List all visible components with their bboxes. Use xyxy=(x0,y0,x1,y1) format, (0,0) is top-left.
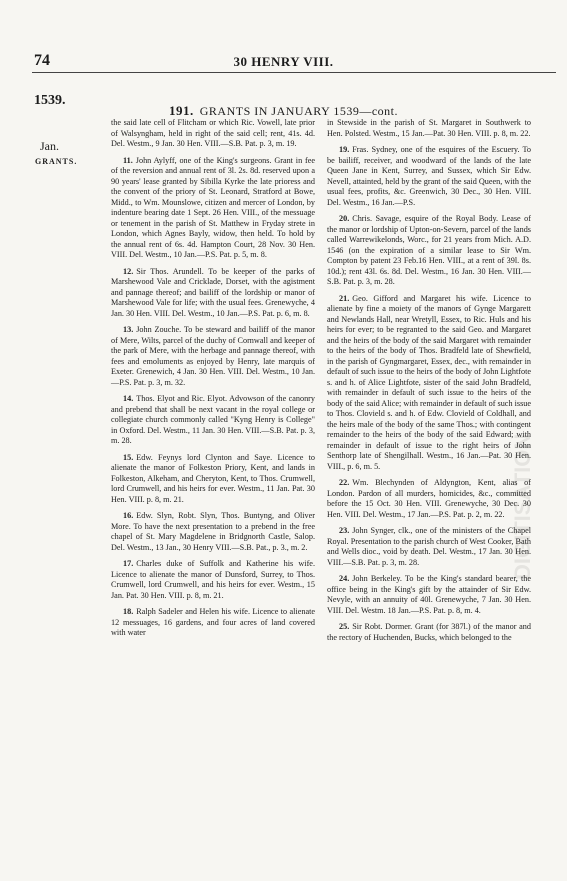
entry-number: 20. xyxy=(339,214,350,223)
entry-number: 18. xyxy=(123,607,134,616)
grant-entry xyxy=(327,526,531,568)
section-number: 191. xyxy=(169,103,194,118)
entry-number: 11. xyxy=(123,155,133,165)
grant-entry xyxy=(111,156,315,261)
grant-entry xyxy=(111,325,315,388)
right-column xyxy=(327,118,531,649)
watermark-text: DIGITISATION xyxy=(510,433,535,580)
grant-entry xyxy=(327,145,531,208)
running-head: 30 HENRY VIII. xyxy=(233,54,334,69)
grant-entry xyxy=(111,559,315,601)
margin-grants-label: GRANTS. xyxy=(35,157,78,166)
entry-text: in Stewside in the parish of St. Margaret in Southwerk to Hen. Polsted. Westm., 15 Jan.—Pat. 30 Hen. VIII. p. 8, m. 22. xyxy=(327,118,531,138)
entry-text: John Berkeley. To be the King's standard bearer, the office being in the King's gift by the attainder of Sir Edw. Nevyle, with an annuity of 40l. Grenewyche, 7 Jan. 30 Hen. VIII. Del. Westm. 18 Jan.—P.S. Pat. p. 8, m. 4. xyxy=(327,574,531,615)
grant-entry xyxy=(327,214,531,288)
entry-number: 25. xyxy=(339,622,350,631)
entry-number: 16. xyxy=(123,511,134,520)
entry-number: 14. xyxy=(123,394,134,403)
entry-text: Geo. Gifford and Margaret his wife. Licence to alienate by fine a moiety of the manors of Gynge Margarett and Newlands Hall, near Wretyll, Essex, to Ric. Huls and his heirs for ever; to be regranted to the said Geo. and Margaret and the heirs of the body of the said Margaret with remainder to the heirs of the body of Thos. Bradfeld late of Shewfield, in the parish of Gyngmargaret, Essex, dec., with remainder in default of such issue to the heirs of the body of John Lightfote s. and h. of Alice Lightfote, sister of the said John Bradfeld, with remainder in default of such issue to the heirs of the body of the said Alice; with remainder in default of such issue to Thos. Clovield s. and h. of Edw. Clovield of Coldhall, and the heirs male of the body of the same Thos.; with contingent remainder to the heirs of the body of the said Edward; with remainder in default of issue to the right heirs of John Senthorp late of Shengilhall. Westm., 16 Jan.—Pat. 30 Hen. VIII., p. 6, m. 5. xyxy=(327,293,531,471)
grant-entry xyxy=(111,511,315,553)
margin-month: Jan. xyxy=(40,139,59,153)
entry-text: Charles duke of Suffolk and Katherine his wife. Licence to alienate the manor of Dunsford, Surrey, to Thos. Crumwell, lord Crumwell, and his heirs for ever. Westm., 15 Jan. Pat. 30 Hen. VIII. p. 8, m. 21. xyxy=(111,559,315,600)
entry-text: Wm. Blechynden of Aldyngton, Kent, alias of London. Pardon of all murders, homicides, &c., committed before the 15 Oct. 30 Hen. VIII. Grenewyche, 30 Dec. 30 Hen. VIII. Del. Westm., 17 Jan.—P.S. Pat. p. 2, m. 22. xyxy=(327,478,531,519)
grant-entry xyxy=(327,294,531,473)
entry-number: 17. xyxy=(123,559,134,568)
section-heading: GRANTS IN JANUARY 1539—cont. xyxy=(199,104,398,118)
entry-number: 12. xyxy=(123,266,134,276)
grant-entry xyxy=(111,394,315,447)
grant-entry xyxy=(111,267,315,320)
margin-year: 1539. xyxy=(34,93,66,108)
grant-entry xyxy=(111,607,315,639)
entry-text: Edw. Slyn, Robt. Slyn, Thos. Buntyng, and Oliver More. To have the next presentation to a prebend in the free chapel of St. Mary Magdelene in Bridgnorth Castle, Salop. Del. Westm., 13 Jan., 30 Henry VIII.—S.B. Pat., p. 3., m. 2. xyxy=(111,511,315,552)
grant-entry xyxy=(327,478,531,520)
entry-number: 19. xyxy=(339,145,350,154)
grant-entry xyxy=(111,118,315,150)
entry-text: Fras. Sydney, one of the esquires of the Escuery. To be bailiff, receiver, and woodward of the lands of the late Queen Jane in Kent, Surrey, and Sussex, which Sir Edw. Nevell, attainted, held by the grant of the said Queen, with the usual fees, profits, &c. Greenwich, 30 Dec., 30 Hen. VIII. Del. Westm., 16 Jan.—P.S. xyxy=(327,145,531,207)
left-column xyxy=(111,118,315,645)
grant-entry xyxy=(327,622,531,643)
entry-text: Edw. Feynys lord Clynton and Saye. Licence to alienate the manor of Folkeston Priory, Kent, and lands in Folkeston, Alkeham, and Cheryton, Kent, to Thos. Crumwell, lord Crumwell, and his heirs for ever. Westm., 11 Jan. Pat. 30 Hen. VIII. p. 8, m. 21. xyxy=(111,452,315,504)
grant-entry xyxy=(327,574,531,616)
entry-text: Sir Robt. Dormer. Grant (for 387l.) of the manor and the rectory of Huchenden, Bucks, which belonged to the xyxy=(327,622,531,642)
entry-number: 15. xyxy=(123,452,134,462)
grant-entry xyxy=(327,118,531,139)
entry-number: 22. xyxy=(339,478,350,487)
entry-number: 24. xyxy=(339,574,350,583)
entry-text: Ralph Sadeler and Helen his wife. Licence to alienate 12 messuages, 16 gardens, and four acres of land covered with water xyxy=(111,607,315,637)
entry-text: John Synger, clk., one of the ministers of the Chapel Royal. Presentation to the parish church of West Cooker, Bath and Wells dioc., void by death. Del. Westm., 17 Jan. 30 Hen. VIII.—S.B. Pat. p. 3, m. 28. xyxy=(327,526,531,567)
header-divider xyxy=(32,72,556,73)
entry-text: Sir Thos. Arundell. To be keeper of the parks of Marshewood Vale and Cricklade, Dorset, with the agistment and pannage thereof; and bailiff of the lordship or manor of Marshewood Vale for life; with the usual fees. Grenewyche, 4 Jan. 30 Hen. VIII. Del. Westm., 10 Jan.—P.S. Pat. p. 6, m. 8. xyxy=(111,266,315,318)
entry-text: John Aylyff, one of the King's surgeons. Grant in fee of the reversion and annual rent of 3l. 2s. 8d. reserved upon a 90 years' lease granted by Sibilla Kyrke the late prioress and the convent of the priory of St. Leonard, Stratford at Bowe, Midd., to Wm. Mounslowe, citizen and mercer of London, by indenture bearing date 1 Sept. 26 Hen. VIII., of the messuage or tenement in the parish of St. Matthew in Fryday strete in London, which Agnes Bayly, widow, then held. To hold by the annual rent of 6s. 4d. Hampton Court, 28 Nov. 30 Hen. VIII. Del. Westm., 10 Jan.—P.S. Pat. p. 5, m. 8. xyxy=(111,155,315,259)
section-title xyxy=(0,103,567,119)
entry-number: 13. xyxy=(123,325,134,334)
entry-number: 23. xyxy=(339,526,350,535)
entry-text: John Zouche. To be steward and bailiff of the manor of Mere, Wilts, parcel of the duchy of Cornwall and keeper of the park of Mere, with the herbage and pannage thereof, with fees and emoluments as enjoyed by Henry, late marquis of Exeter. Grenewich, 4 Jan. 30 Hen. VIII. Del. Westm., 10 Jan.—P.S. Pat. p. 3, m. 32. xyxy=(111,325,315,387)
entry-number: 21. xyxy=(339,293,350,303)
entry-text: Chris. Savage, esquire of the Royal Body. Lease of the manor or lordship of Upton-on-Severn, parcel of the lands called Warrewikelonds, Worc., for 21 years from Mich. A.D. 1546 (on the expiration of a similar lease to Sir Wm. Compton by patent 23 Feb.16 Hen. VIII., at a rent of 39l. 8s. 10d.); rent 43l. 6s. 8d. Del. Westm., 16 Jan. 30 Hen. VIII.—S.B. Pat. p. 3, m. 28. xyxy=(327,214,531,286)
entry-text: the said late cell of Flitcham or which Ric. Vowell, late prior of Walsyngham, held in right of the said cell; rent, 41s. 4d. Del. Westm., 9 Jan. 30 Hen. VIII.—S.B. Pat. p. 3, m. 19. xyxy=(111,118,315,148)
page-number: 74 xyxy=(34,52,50,69)
entry-text: Thos. Elyot and Ric. Elyot. Advowson of the canonry and prebend that shall be next vacant in the royal college or collegiate church commonly called "Kyng Henry is College" in Oxford. Del. Westm., 11 Jan. 30 Hen. VIII.—S.B. Pat. p. 3, m. 28. xyxy=(111,394,315,445)
grant-entry xyxy=(111,453,315,506)
